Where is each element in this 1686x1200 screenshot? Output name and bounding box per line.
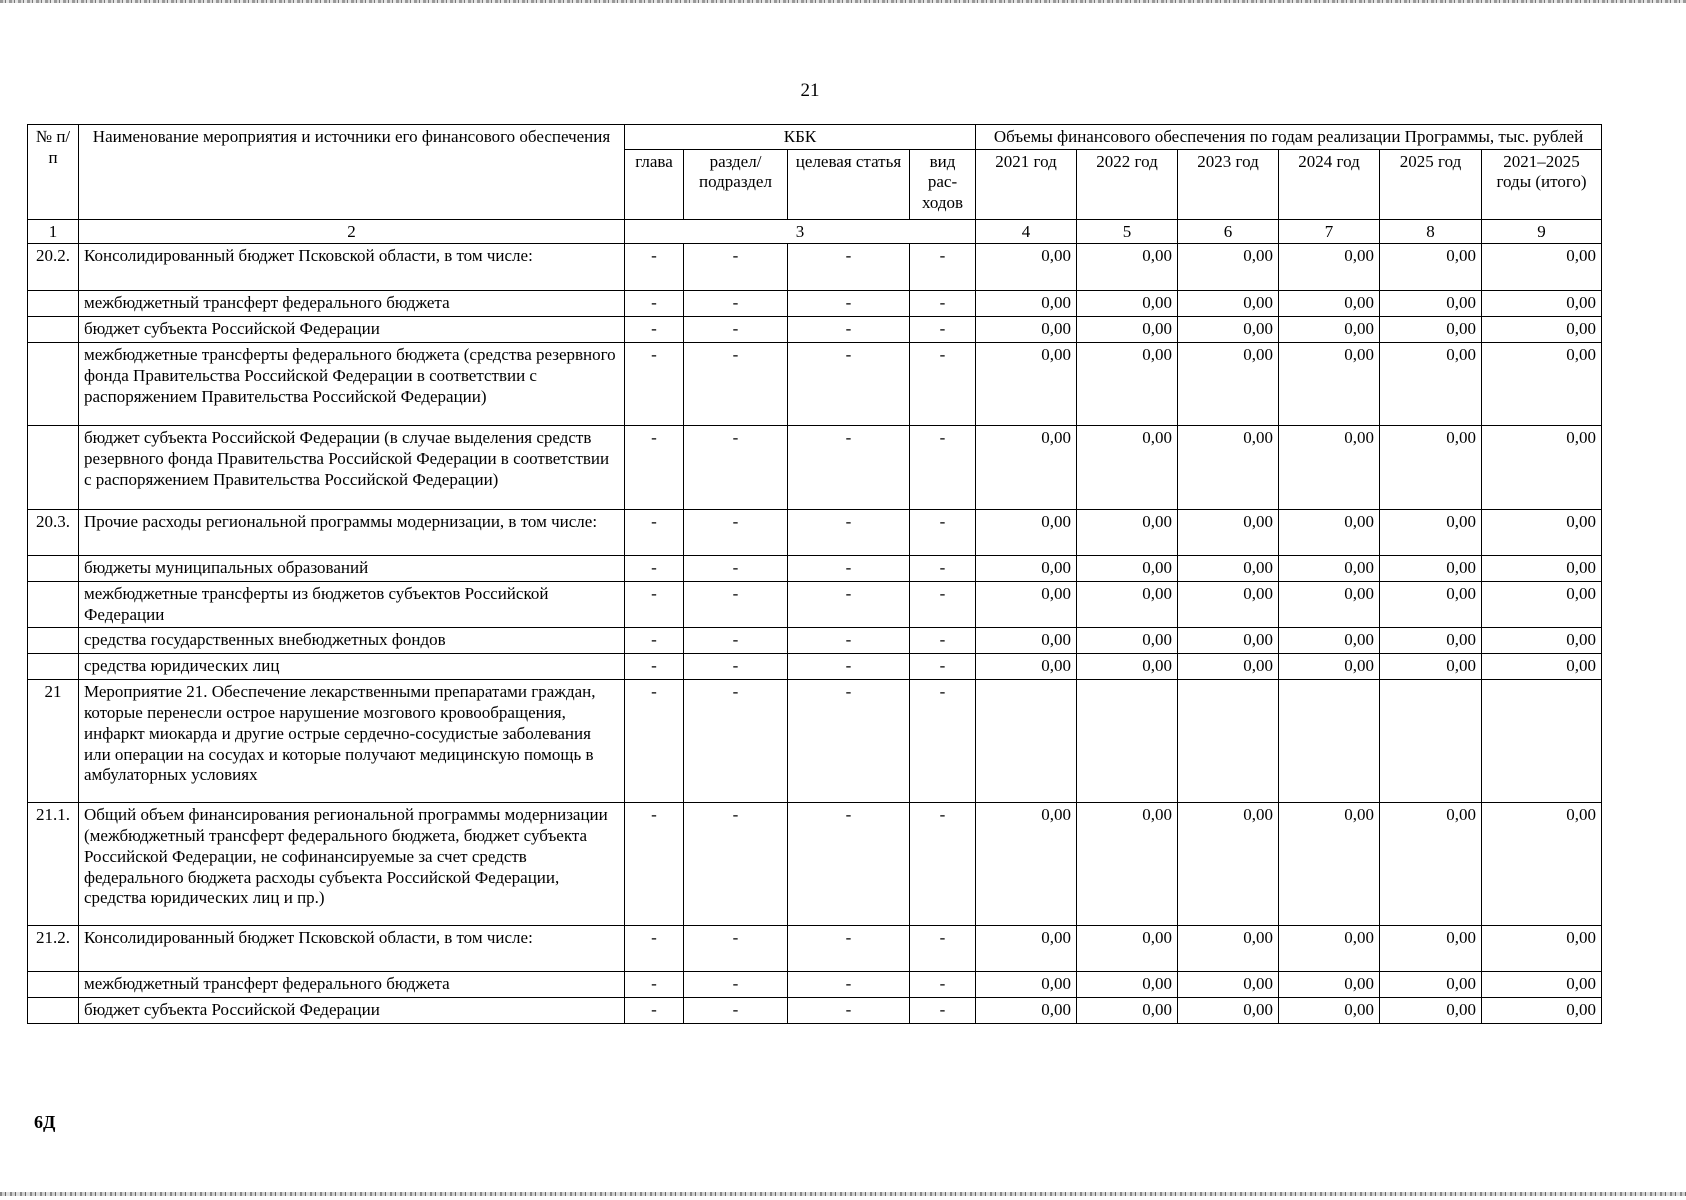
value-cell: [1077, 680, 1178, 803]
header-year-2021: 2021 год: [976, 149, 1077, 219]
kbk-cell: -: [625, 654, 684, 680]
value-cell: 0,00: [1178, 803, 1279, 926]
value-cell: 0,00: [1482, 582, 1602, 628]
row-name: бюджет субъекта Российской Федерации (в случае выделения средств резервного фонда Правительства Российской Федерации в соответствии с распоряжением Правительства Российской Федерации): [79, 426, 625, 510]
header-volumes: Объемы финансового обеспечения по годам реализации Программы, тыс. рублей: [976, 125, 1602, 150]
value-cell: 0,00: [1482, 803, 1602, 926]
value-cell: 0,00: [1077, 343, 1178, 426]
scan-edge-bottom: [0, 1192, 1686, 1196]
column-number: 4: [976, 219, 1077, 244]
row-number: [28, 654, 79, 680]
value-cell: 0,00: [1380, 582, 1482, 628]
kbk-cell: -: [684, 582, 788, 628]
value-cell: 0,00: [1178, 291, 1279, 317]
kbk-cell: -: [625, 972, 684, 998]
value-cell: 0,00: [976, 291, 1077, 317]
value-cell: 0,00: [976, 628, 1077, 654]
kbk-cell: -: [788, 680, 910, 803]
financing-table: [27, 124, 1602, 1024]
kbk-cell: -: [910, 426, 976, 510]
row-number: 20.3.: [28, 510, 79, 556]
kbk-cell: -: [684, 972, 788, 998]
value-cell: 0,00: [1380, 291, 1482, 317]
value-cell: 0,00: [1077, 291, 1178, 317]
table-row: [28, 291, 1602, 317]
value-cell: 0,00: [976, 654, 1077, 680]
value-cell: 0,00: [1380, 926, 1482, 972]
value-cell: 0,00: [1279, 654, 1380, 680]
kbk-cell: -: [625, 926, 684, 972]
row-name: Консолидированный бюджет Псковской области, в том числе:: [79, 244, 625, 291]
row-name: межбюджетный трансферт федерального бюджета: [79, 972, 625, 998]
kbk-cell: -: [910, 343, 976, 426]
header-kbk-statya: целевая статья: [788, 149, 910, 219]
page-number: 21: [800, 80, 820, 101]
value-cell: 0,00: [976, 926, 1077, 972]
kbk-cell: -: [910, 803, 976, 926]
kbk-cell: -: [910, 556, 976, 582]
value-cell: 0,00: [1077, 972, 1178, 998]
footer-code: 6Д: [34, 1112, 56, 1132]
value-cell: 0,00: [1279, 317, 1380, 343]
value-cell: 0,00: [1178, 654, 1279, 680]
value-cell: 0,00: [976, 998, 1077, 1024]
value-cell: 0,00: [1178, 926, 1279, 972]
row-name: Мероприятие 21. Обеспечение лекарственными препаратами граждан, которые перенесли острое нарушение мозгового кровообращения, инфаркт миокарда и другие острые сердечно-сосудистые заболевания или операции на сосудах и которые получают медицинскую помощь в амбулаторных условиях: [79, 680, 625, 803]
value-cell: 0,00: [1380, 654, 1482, 680]
row-name: межбюджетный трансферт федерального бюджета: [79, 291, 625, 317]
table-row: [28, 998, 1602, 1024]
kbk-cell: -: [788, 426, 910, 510]
value-cell: 0,00: [976, 510, 1077, 556]
value-cell: 0,00: [1178, 510, 1279, 556]
table-row: [28, 582, 1602, 628]
kbk-cell: -: [684, 510, 788, 556]
value-cell: [1279, 680, 1380, 803]
value-cell: 0,00: [1279, 426, 1380, 510]
row-name: Общий объем финансирования региональной программы модернизации (межбюджетный трансферт федерального бюджета, бюджет субъекта Российской Федерации, не софинансируемые за счет средств федерального бюджета расходы субъекта Российской Федерации, средства юридических лиц и пр.): [79, 803, 625, 926]
kbk-cell: -: [788, 582, 910, 628]
kbk-cell: -: [684, 654, 788, 680]
value-cell: [1482, 680, 1602, 803]
value-cell: 0,00: [1178, 317, 1279, 343]
table-row: [28, 244, 1602, 291]
value-cell: 0,00: [1380, 803, 1482, 926]
row-name: бюджет субъекта Российской Федерации: [79, 998, 625, 1024]
value-cell: 0,00: [1077, 628, 1178, 654]
row-name: средства государственных внебюджетных фондов: [79, 628, 625, 654]
kbk-cell: -: [788, 343, 910, 426]
value-cell: 0,00: [1077, 556, 1178, 582]
value-cell: 0,00: [976, 582, 1077, 628]
row-number: [28, 317, 79, 343]
value-cell: 0,00: [1482, 317, 1602, 343]
value-cell: 0,00: [1279, 972, 1380, 998]
value-cell: 0,00: [1279, 510, 1380, 556]
header-kbk-razdel: раздел/ подраздел: [684, 149, 788, 219]
column-number: 5: [1077, 219, 1178, 244]
kbk-cell: -: [910, 244, 976, 291]
kbk-cell: -: [788, 556, 910, 582]
value-cell: 0,00: [1279, 582, 1380, 628]
row-number: 20.2.: [28, 244, 79, 291]
value-cell: 0,00: [1279, 628, 1380, 654]
kbk-cell: -: [625, 317, 684, 343]
header-col-num: № п/п: [28, 125, 79, 220]
table-row: [28, 680, 1602, 803]
kbk-cell: -: [788, 510, 910, 556]
kbk-cell: -: [788, 244, 910, 291]
header-row-1: [28, 125, 1602, 150]
kbk-cell: -: [684, 244, 788, 291]
kbk-cell: -: [788, 998, 910, 1024]
kbk-cell: -: [788, 291, 910, 317]
kbk-cell: -: [684, 317, 788, 343]
kbk-cell: -: [625, 244, 684, 291]
row-name: бюджеты муниципальных образований: [79, 556, 625, 582]
value-cell: 0,00: [1279, 291, 1380, 317]
value-cell: 0,00: [1178, 556, 1279, 582]
row-number: [28, 426, 79, 510]
row-number: 21.2.: [28, 926, 79, 972]
table-body: [28, 244, 1602, 1024]
value-cell: 0,00: [1178, 244, 1279, 291]
table-row: [28, 426, 1602, 510]
kbk-cell: -: [910, 926, 976, 972]
kbk-cell: -: [788, 317, 910, 343]
kbk-cell: -: [910, 628, 976, 654]
value-cell: 0,00: [1482, 426, 1602, 510]
kbk-cell: -: [910, 680, 976, 803]
kbk-cell: -: [788, 628, 910, 654]
column-number: 8: [1380, 219, 1482, 244]
header-year-2025: 2025 год: [1380, 149, 1482, 219]
column-number: 7: [1279, 219, 1380, 244]
kbk-cell: -: [684, 998, 788, 1024]
header-kbk-vid: вид рас- ходов: [910, 149, 976, 219]
value-cell: 0,00: [1482, 556, 1602, 582]
kbk-cell: -: [788, 803, 910, 926]
table-row: [28, 510, 1602, 556]
value-cell: 0,00: [1077, 803, 1178, 926]
header-col-name: Наименование мероприятия и источники его финансового обеспечения: [79, 125, 625, 220]
table-row: [28, 343, 1602, 426]
row-number: [28, 628, 79, 654]
row-number: [28, 291, 79, 317]
kbk-cell: -: [684, 803, 788, 926]
value-cell: 0,00: [1077, 654, 1178, 680]
value-cell: 0,00: [1482, 654, 1602, 680]
table-row: [28, 556, 1602, 582]
row-number: 21.1.: [28, 803, 79, 926]
kbk-cell: -: [910, 998, 976, 1024]
kbk-cell: -: [625, 291, 684, 317]
value-cell: 0,00: [1178, 972, 1279, 998]
value-cell: 0,00: [1482, 628, 1602, 654]
kbk-cell: -: [684, 291, 788, 317]
kbk-cell: -: [625, 680, 684, 803]
row-number: [28, 343, 79, 426]
value-cell: [1178, 680, 1279, 803]
row-name: межбюджетные трансферты из бюджетов субъектов Российской Федерации: [79, 582, 625, 628]
row-name: межбюджетные трансферты федерального бюджета (средства резервного фонда Правительства Российской Федерации в соответствии с распоряжением Правительства Российской Федерации): [79, 343, 625, 426]
value-cell: 0,00: [1279, 926, 1380, 972]
table-row: [28, 926, 1602, 972]
value-cell: 0,00: [976, 803, 1077, 926]
kbk-cell: -: [910, 972, 976, 998]
header-year-2023: 2023 год: [1178, 149, 1279, 219]
value-cell: 0,00: [1279, 803, 1380, 926]
value-cell: [976, 680, 1077, 803]
value-cell: 0,00: [1077, 582, 1178, 628]
kbk-cell: -: [625, 803, 684, 926]
value-cell: 0,00: [1482, 926, 1602, 972]
column-number: 6: [1178, 219, 1279, 244]
value-cell: 0,00: [1380, 244, 1482, 291]
kbk-cell: -: [625, 426, 684, 510]
row-name: бюджет субъекта Российской Федерации: [79, 317, 625, 343]
header-year-2024: 2024 год: [1279, 149, 1380, 219]
value-cell: 0,00: [1279, 244, 1380, 291]
value-cell: 0,00: [1380, 510, 1482, 556]
table-row: [28, 654, 1602, 680]
value-cell: 0,00: [1077, 426, 1178, 510]
row-number: [28, 556, 79, 582]
kbk-cell: -: [788, 926, 910, 972]
kbk-cell: -: [625, 510, 684, 556]
value-cell: 0,00: [1380, 628, 1482, 654]
value-cell: [1380, 680, 1482, 803]
kbk-cell: -: [684, 343, 788, 426]
kbk-cell: -: [625, 343, 684, 426]
value-cell: 0,00: [1482, 291, 1602, 317]
kbk-cell: -: [625, 556, 684, 582]
kbk-cell: -: [684, 926, 788, 972]
kbk-cell: -: [684, 426, 788, 510]
value-cell: 0,00: [1279, 998, 1380, 1024]
kbk-cell: -: [788, 972, 910, 998]
value-cell: 0,00: [1077, 317, 1178, 343]
kbk-cell: -: [625, 998, 684, 1024]
value-cell: 0,00: [976, 426, 1077, 510]
value-cell: 0,00: [1380, 998, 1482, 1024]
value-cell: 0,00: [1077, 510, 1178, 556]
value-cell: 0,00: [976, 556, 1077, 582]
value-cell: 0,00: [976, 972, 1077, 998]
scan-edge-top: [0, 0, 1686, 3]
kbk-cell: -: [910, 291, 976, 317]
row-number: 21: [28, 680, 79, 803]
column-number: 9: [1482, 219, 1602, 244]
table-row: [28, 628, 1602, 654]
value-cell: 0,00: [1482, 244, 1602, 291]
value-cell: 0,00: [1178, 628, 1279, 654]
value-cell: 0,00: [1279, 343, 1380, 426]
value-cell: 0,00: [1380, 317, 1482, 343]
row-name: Консолидированный бюджет Псковской области, в том числе:: [79, 926, 625, 972]
kbk-cell: -: [684, 628, 788, 654]
value-cell: 0,00: [1077, 998, 1178, 1024]
kbk-cell: -: [910, 582, 976, 628]
value-cell: 0,00: [976, 244, 1077, 291]
value-cell: 0,00: [1178, 426, 1279, 510]
value-cell: 0,00: [1482, 972, 1602, 998]
row-number: [28, 972, 79, 998]
value-cell: 0,00: [1178, 343, 1279, 426]
value-cell: 0,00: [976, 317, 1077, 343]
value-cell: 0,00: [1077, 926, 1178, 972]
kbk-cell: -: [788, 654, 910, 680]
header-year-2022: 2022 год: [1077, 149, 1178, 219]
value-cell: 0,00: [1380, 343, 1482, 426]
value-cell: 0,00: [1178, 998, 1279, 1024]
row-number: [28, 582, 79, 628]
column-number-row: [28, 219, 1602, 244]
value-cell: 0,00: [1380, 426, 1482, 510]
kbk-cell: -: [910, 317, 976, 343]
column-number: 1: [28, 219, 79, 244]
column-number: 3: [625, 219, 976, 244]
column-number: 2: [79, 219, 625, 244]
kbk-cell: -: [910, 654, 976, 680]
table-row: [28, 972, 1602, 998]
value-cell: 0,00: [1380, 972, 1482, 998]
value-cell: 0,00: [1482, 343, 1602, 426]
value-cell: 0,00: [1482, 998, 1602, 1024]
value-cell: 0,00: [976, 343, 1077, 426]
value-cell: 0,00: [1380, 556, 1482, 582]
row-number: [28, 998, 79, 1024]
table-row: [28, 317, 1602, 343]
value-cell: 0,00: [1178, 582, 1279, 628]
header-year-total: 2021–2025 годы (итого): [1482, 149, 1602, 219]
kbk-cell: -: [625, 628, 684, 654]
table-row: [28, 803, 1602, 926]
value-cell: 0,00: [1482, 510, 1602, 556]
kbk-cell: -: [684, 556, 788, 582]
value-cell: 0,00: [1077, 244, 1178, 291]
kbk-cell: -: [684, 680, 788, 803]
kbk-cell: -: [625, 582, 684, 628]
kbk-cell: -: [910, 510, 976, 556]
header-kbk: КБК: [625, 125, 976, 150]
row-name: Прочие расходы региональной программы модернизации, в том числе:: [79, 510, 625, 556]
value-cell: 0,00: [1279, 556, 1380, 582]
header-kbk-glava: глава: [625, 149, 684, 219]
row-name: средства юридических лиц: [79, 654, 625, 680]
